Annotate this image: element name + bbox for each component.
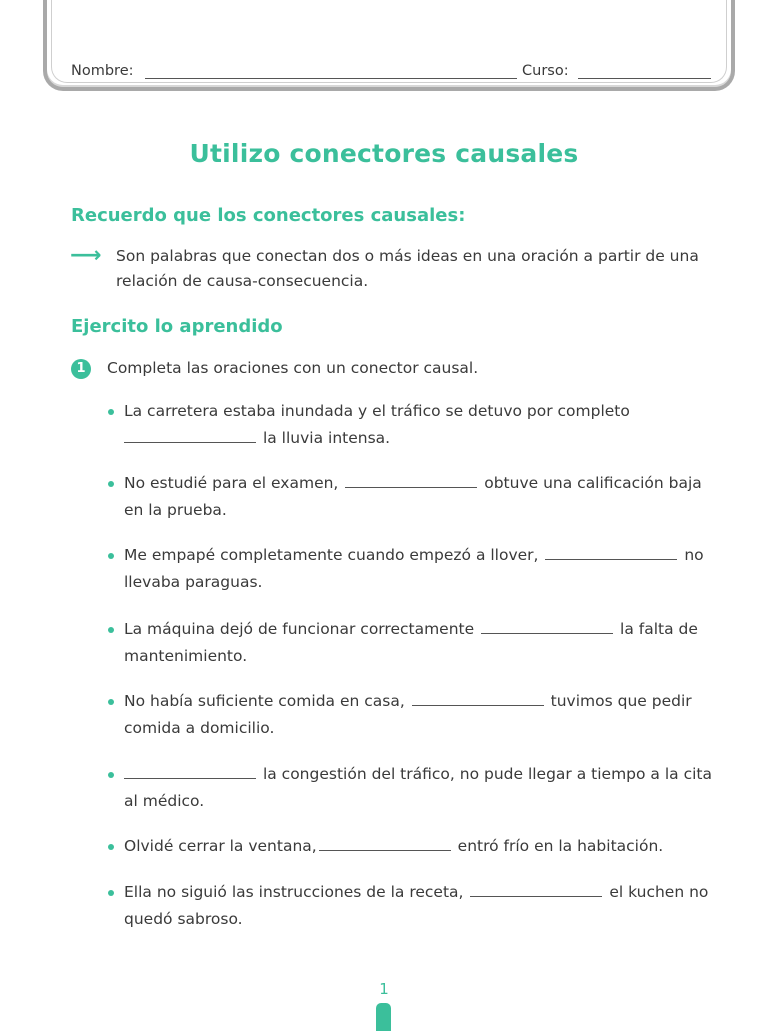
exercise-item-text (124, 398, 723, 452)
bullet-icon (108, 699, 114, 705)
exercise-number-badge: 1 (71, 359, 91, 379)
item-text-after: obtuve una calificación baja en la prueba. (124, 474, 702, 519)
exercise-item (108, 761, 723, 815)
exercise-item-text (124, 542, 723, 596)
item-text-before: La carretera estaba inundada y el tráfico se detuvo por completo (124, 402, 630, 420)
exercise-item (108, 879, 723, 933)
exercise-item-text (124, 470, 723, 524)
exercise-item (108, 398, 723, 452)
item-text-after: la congestión del tráfico, no pude llegar a tiempo a la cita al médico. (124, 765, 712, 810)
exercise-item-text (124, 761, 723, 815)
practice-heading: Ejercito lo aprendido (71, 316, 283, 337)
item-text-before: Olvidé cerrar la ventana, (124, 837, 317, 855)
answer-blank[interactable] (319, 838, 451, 851)
bullet-icon (108, 844, 114, 850)
item-text-before: No había suficiente comida en casa, (124, 692, 405, 710)
item-text-before: No estudié para el examen, (124, 474, 339, 492)
answer-blank[interactable] (481, 621, 613, 634)
exercise-item-text (124, 879, 723, 933)
answer-blank[interactable] (124, 766, 256, 779)
answer-blank[interactable] (412, 693, 544, 706)
bullet-icon (108, 890, 114, 896)
item-text-before: Ella no siguió las instrucciones de la receta, (124, 883, 464, 901)
answer-blank[interactable] (345, 475, 477, 488)
answer-blank[interactable] (470, 884, 602, 897)
bullet-icon (108, 553, 114, 559)
recall-heading: Recuerdo que los conectores causales: (71, 205, 466, 226)
answer-blank[interactable] (545, 547, 677, 560)
item-text-after: no llevaba paraguas. (124, 546, 704, 591)
item-text-before: La máquina dejó de funcionar correctamente (124, 620, 475, 638)
name-field[interactable] (145, 78, 517, 79)
exercise-item-text (124, 688, 723, 742)
bullet-icon (108, 772, 114, 778)
course-field[interactable] (578, 78, 711, 79)
exercise-item-text (124, 616, 723, 670)
course-label: Curso: (522, 63, 569, 79)
exercise-item-text (124, 833, 723, 860)
exercise-instruction: Completa las oraciones con un conector causal. (107, 359, 479, 377)
right-arrow-icon: ⟶ (70, 243, 102, 268)
item-text-after: la falta de mantenimiento. (124, 620, 698, 665)
exercise-item (108, 470, 723, 524)
item-text-after: entró frío en la habitación. (457, 837, 664, 855)
bullet-icon (108, 409, 114, 415)
exercise-item (108, 688, 723, 742)
exercise-item (108, 833, 723, 860)
page-tab-marker (376, 1003, 391, 1031)
exercise-item (108, 616, 723, 670)
student-info-row (71, 63, 711, 83)
answer-blank[interactable] (124, 430, 256, 443)
item-text-after: tuvimos que pedir comida a domicilio. (124, 692, 692, 737)
page-number: 1 (379, 980, 389, 998)
item-text-before: Me empapé completamente cuando empezó a llover, (124, 546, 539, 564)
exercise-item (108, 542, 723, 596)
recall-text: Son palabras que conectan dos o más ideas en una oración a partir de una relación de causa-consecuencia. (116, 247, 699, 290)
page-title: Utilizo conectores causales (189, 139, 579, 168)
bullet-icon (108, 481, 114, 487)
item-text-after: el kuchen no quedó sabroso. (124, 883, 709, 928)
name-label: Nombre: (71, 63, 134, 79)
item-text-after: la lluvia intensa. (262, 429, 391, 447)
bullet-icon (108, 627, 114, 633)
